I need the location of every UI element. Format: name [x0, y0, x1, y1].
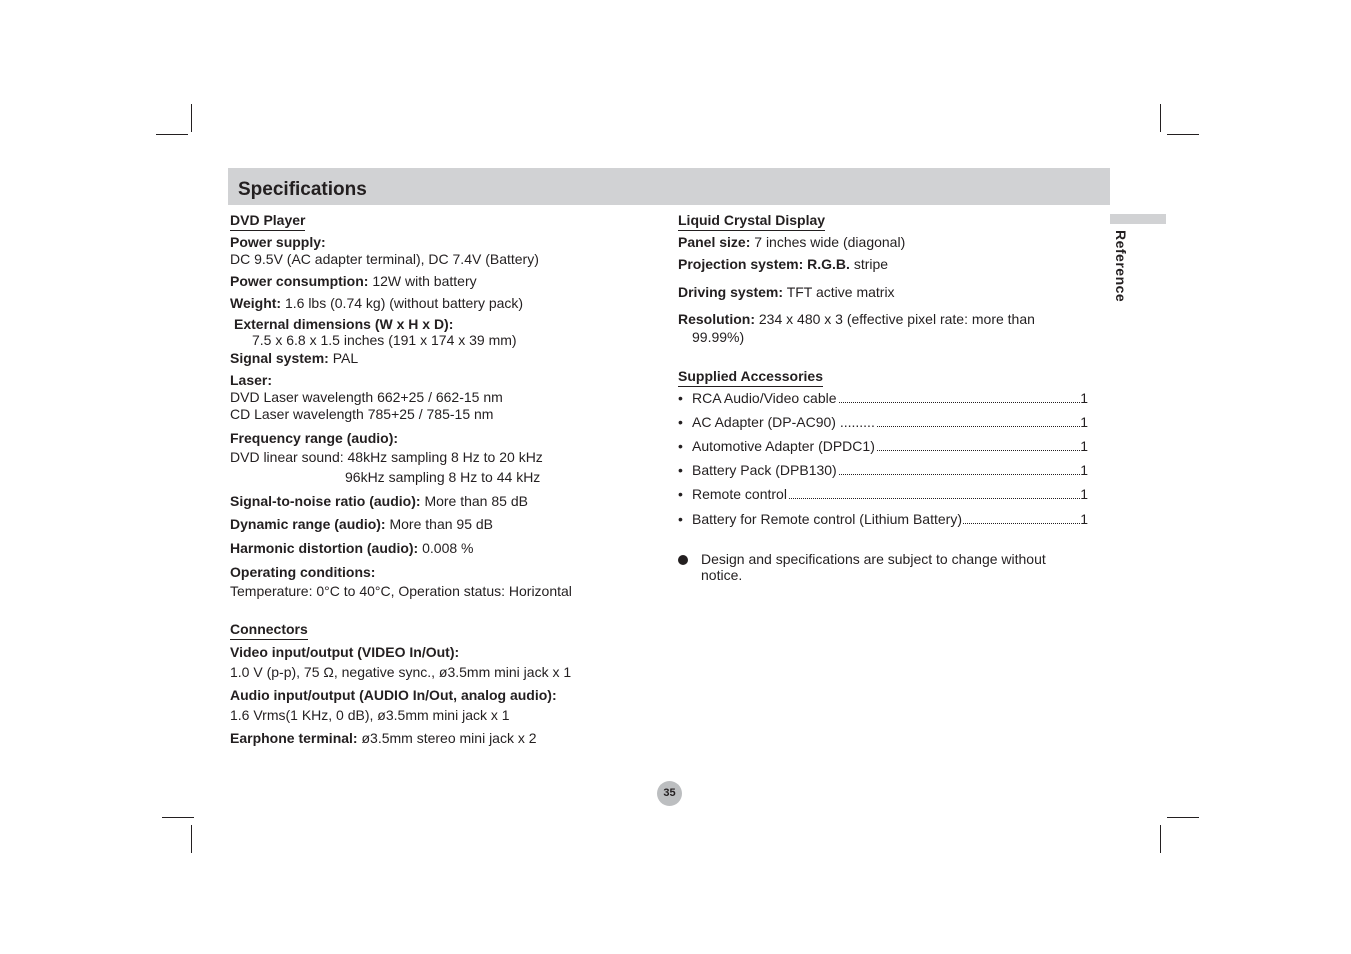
accessory-quantity: 1 [1080, 462, 1088, 478]
spec-value: 234 x 480 x 3 (effective pixel rate: more than [758, 311, 1035, 327]
page-title: Specifications [238, 179, 367, 200]
note-bullet-icon [678, 555, 688, 565]
spec-label: Projection system: [678, 256, 804, 272]
spec-value: 12W with battery [372, 273, 477, 289]
spec-label: Panel size: [678, 234, 751, 250]
spec-value: TFT active matrix [786, 284, 895, 300]
spec-value-frequency-48k: DVD linear sound: 48kHz sampling 8 Hz to 20 kHz [230, 449, 543, 465]
spec-label-operating-conditions: Operating conditions: [230, 564, 376, 580]
spec-value: 7 inches wide (diagonal) [754, 234, 906, 250]
spec-label-power-supply: Power supply: [230, 234, 326, 250]
spec-resolution-continued: 99.99%) [692, 329, 745, 345]
spec-value: stripe [853, 256, 889, 272]
crop-mark [1167, 817, 1199, 818]
spec-weight [230, 295, 523, 312]
accessory-name: Battery Pack (DPB130) [692, 462, 837, 478]
accessory-item [678, 390, 1088, 407]
bullet-icon: • [678, 511, 683, 527]
spec-signal-system [230, 350, 358, 367]
spec-power-consumption [230, 273, 477, 290]
spec-value: ø3.5mm stereo mini jack x 2 [361, 730, 537, 746]
crop-mark [191, 104, 192, 132]
crop-mark [1160, 825, 1161, 853]
accessory-quantity: 1 [1080, 390, 1088, 406]
crop-mark [162, 817, 194, 818]
crop-mark [1167, 134, 1199, 135]
spec-label: Signal system: [230, 350, 329, 366]
spec-value-external-dimensions: 7.5 x 6.8 x 1.5 inches (191 x 174 x 39 mm) [252, 332, 517, 348]
bullet-icon: • [678, 462, 683, 478]
accessory-quantity: 1 [1080, 438, 1088, 454]
spec-panel-size [678, 234, 905, 251]
accessory-name: Automotive Adapter (DPDC1) [692, 438, 875, 454]
section-heading-lcd: Liquid Crystal Display [678, 212, 825, 231]
spec-earphone-terminal [230, 730, 537, 747]
bullet-icon: • [678, 438, 683, 454]
bullet-icon: • [678, 486, 683, 502]
accessory-quantity: 1 [1080, 414, 1088, 430]
spec-label: Dynamic range (audio): [230, 516, 386, 532]
accessory-name: AC Adapter (DP-AC90) ......... [692, 414, 875, 430]
accessory-name: Battery for Remote control (Lithium Battery) [692, 511, 962, 527]
spec-label: Earphone terminal: [230, 730, 358, 746]
spec-label-external-dimensions: External dimensions (W x H x D): [234, 316, 454, 332]
spec-value: 0.008 % [422, 540, 474, 556]
spec-label: Harmonic distortion (audio): [230, 540, 419, 556]
note-line-2: notice. [701, 567, 743, 583]
title-bar [228, 168, 1110, 205]
spec-dynamic-range [230, 516, 493, 533]
spec-value-laser-dvd: DVD Laser wavelength 662+25 / 662-15 nm [230, 389, 503, 405]
spec-label: Driving system: [678, 284, 784, 300]
spec-value-operating-conditions: Temperature: 0°C to 40°C, Operation status: Horizontal [230, 583, 572, 599]
accessory-item [678, 462, 1088, 479]
accessory-item [678, 438, 1088, 455]
spec-projection-system [678, 256, 888, 273]
spec-label: Resolution: [678, 311, 755, 327]
accessory-quantity: 1 [1080, 511, 1088, 527]
side-tab-label: Reference [1113, 230, 1129, 303]
spec-value: More than 85 dB [424, 493, 528, 509]
spec-value: 1.6 lbs (0.74 kg) (without battery pack) [284, 295, 524, 311]
spec-value-bold: R.G.B. [807, 256, 850, 272]
spec-value-frequency-96k: 96kHz sampling 8 Hz to 44 kHz [345, 469, 541, 485]
spec-snr [230, 493, 528, 510]
section-heading-connectors: Connectors [230, 621, 308, 640]
crop-mark [191, 825, 192, 853]
spec-value: More than 95 dB [389, 516, 493, 532]
section-heading-dvd-player: DVD Player [230, 212, 305, 231]
spec-label-laser: Laser: [230, 372, 273, 388]
bullet-icon: • [678, 414, 683, 430]
section-heading-accessories: Supplied Accessories [678, 368, 823, 387]
page-number-badge: 35 [657, 781, 682, 806]
spec-driving-system [678, 284, 895, 301]
spec-label: Signal-to-noise ratio (audio): [230, 493, 421, 509]
accessory-item [678, 486, 1088, 503]
spec-value: PAL [332, 350, 359, 366]
spec-value-power-supply: DC 9.5V (AC adapter terminal), DC 7.4V (Battery) [230, 251, 539, 267]
accessory-name: Remote control [692, 486, 787, 502]
spec-label-video-io: Video input/output (VIDEO In/Out): [230, 644, 460, 660]
bullet-icon: • [678, 390, 683, 406]
crop-mark [156, 134, 188, 135]
spec-label: Power consumption: [230, 273, 369, 289]
spec-value-audio-io: 1.6 Vrms(1 KHz, 0 dB), ø3.5mm mini jack x 1 [230, 707, 510, 723]
spec-label-frequency-range: Frequency range (audio): [230, 430, 399, 446]
accessory-quantity: 1 [1080, 486, 1088, 502]
spec-value-video-io: 1.0 V (p-p), 75 Ω, negative sync., ø3.5mm mini jack x 1 [230, 664, 572, 680]
side-tab-marker [1110, 214, 1166, 224]
note-line-1: Design and specifications are subject to change without [701, 551, 1046, 567]
accessory-item [678, 414, 1088, 431]
spec-value-laser-cd: CD Laser wavelength 785+25 / 785-15 nm [230, 406, 494, 422]
spec-label-audio-io: Audio input/output (AUDIO In/Out, analog audio): [230, 687, 557, 703]
spec-harmonic-distortion [230, 540, 473, 557]
crop-mark [1160, 104, 1161, 132]
accessory-name: RCA Audio/Video cable [692, 390, 837, 406]
spec-resolution [678, 311, 1035, 328]
spec-label: Weight: [230, 295, 282, 311]
accessory-item [678, 511, 1088, 528]
